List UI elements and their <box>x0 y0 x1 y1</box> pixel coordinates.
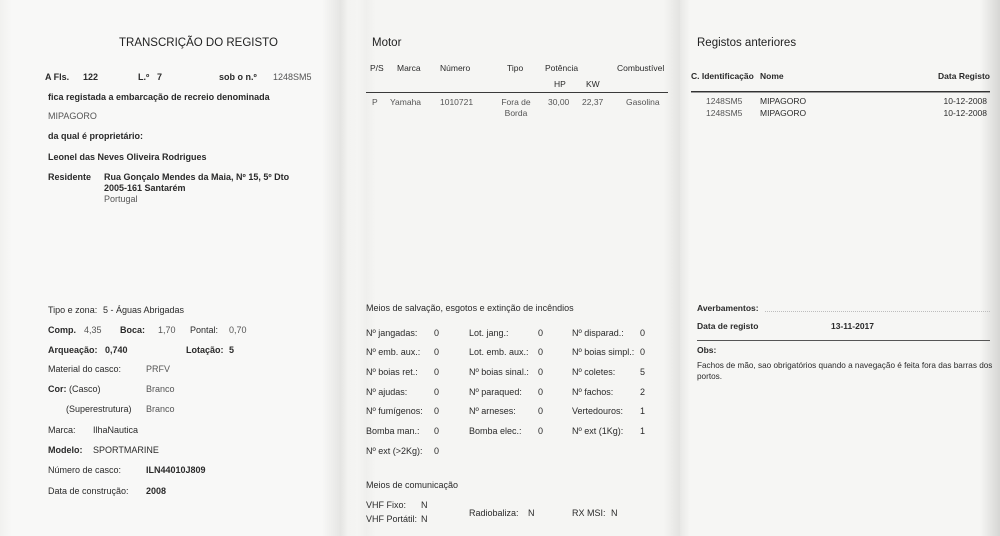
meio-label: Nº arneses: <box>469 406 516 416</box>
motor-header-tipo: Tipo <box>507 63 524 73</box>
motor-title: Motor <box>372 37 402 49</box>
vhf-portatil-value: N <box>421 514 428 524</box>
livro-value: 7 <box>157 72 163 82</box>
motor-tipo: Fora de Borda <box>501 97 531 118</box>
meio-value: 0 <box>538 406 544 416</box>
meio-label: Nº disparad.: <box>572 328 624 338</box>
header-nome: Nome <box>760 71 784 81</box>
meio-label: Lot. jang.: <box>469 328 509 338</box>
meio-value: 0 <box>434 347 440 357</box>
address-line: 2005-161 Santarém <box>104 183 186 193</box>
fls-label: A Fls. <box>45 72 70 82</box>
meio-label: Nº emb. aux.: <box>366 347 421 357</box>
left-panel <box>0 0 340 536</box>
data-registo-value: 13-11-2017 <box>831 321 875 331</box>
meio-value: 1 <box>640 426 646 436</box>
boca-value: 1,70 <box>158 325 176 335</box>
meio-label: Nº boias sinal.: <box>469 367 529 377</box>
data-registo-rule <box>697 340 990 341</box>
meio-label: Lot. emb. aux.: <box>469 347 529 357</box>
averbamentos-label: Averbamentos: <box>697 303 759 313</box>
meio-label: Nº ext (1Kg): <box>572 426 624 436</box>
owner-name: Leonel das Neves Oliveira Rodrigues <box>48 152 207 162</box>
intro-text: fica registada a embarcação de recreio denominada <box>48 92 270 102</box>
meio-label: Vertedouros: <box>572 406 624 416</box>
meio-label: Nº fumígenos: <box>366 406 423 416</box>
motor-header-rule <box>366 92 668 93</box>
meio-label: Nº fachos: <box>572 387 614 397</box>
meio-label: Nº boias simpl.: <box>572 347 635 357</box>
address-line: Rua Gonçalo Mendes da Maia, Nº 15, 5º Dto <box>104 172 290 182</box>
modelo-label: Modelo: <box>48 445 83 455</box>
tipo-zona-value: 5 - Águas Abrigadas <box>103 305 185 315</box>
data-registo-label: Data de registo <box>697 321 759 331</box>
meio-label: Nº ajudas: <box>366 387 408 397</box>
cor-superestrutura-value: Branco <box>146 404 175 414</box>
motor-marca: Yamaha <box>390 97 422 107</box>
motor-combustivel: Gasolina <box>626 97 660 107</box>
marca-value: IlhaNautica <box>93 425 139 435</box>
vhf-fixo-label: VHF Fixo: <box>366 500 407 510</box>
marca-label: Marca: <box>48 425 76 435</box>
numero-casco-value: ILN44010J809 <box>146 465 206 475</box>
material-label: Material do casco: <box>48 364 122 374</box>
lotacao-value: 5 <box>229 345 235 355</box>
registo-identificacao: 1248SM5 <box>706 96 743 106</box>
vhf-portatil-label: VHF Portátil: <box>366 514 418 524</box>
middle-panel <box>340 0 680 536</box>
tipo-zona-label: Tipo e zona: <box>48 305 98 315</box>
meio-value: 0 <box>434 446 440 456</box>
averbamentos-rule <box>765 311 990 312</box>
meio-value: 0 <box>538 426 544 436</box>
owner-intro: da qual é proprietário: <box>48 131 144 141</box>
modelo-value: SPORTMARINE <box>93 445 159 455</box>
registo-data: 10-12-2008 <box>943 96 987 106</box>
right-panel <box>680 0 1000 536</box>
numero-casco-label: Número de casco: <box>48 465 122 475</box>
meio-label: Nº jangadas: <box>366 328 418 338</box>
registo-nome: MIPAGORO <box>760 96 807 106</box>
motor-header-numero: Número <box>440 63 471 73</box>
radiobaliza-value: N <box>528 508 535 518</box>
comp-label: Comp. <box>48 325 76 335</box>
lotacao-label: Lotação: <box>186 345 224 355</box>
radiobaliza-label: Radiobaliza: <box>469 508 519 518</box>
registo-number-label: sob o n.º <box>219 72 257 82</box>
meio-label: Nº boias ret.: <box>366 367 418 377</box>
registo-number: 1248SM5 <box>273 72 312 82</box>
motor-header-combustivel: Combustível <box>617 63 665 73</box>
motor-header-potencia: Potência <box>545 63 579 73</box>
meio-value: 0 <box>434 387 440 397</box>
cor-superestrutura-label: (Superestrutura) <box>66 404 132 414</box>
meio-value: 0 <box>434 426 440 436</box>
page-title: TRANSCRIÇÃO DO REGISTO <box>119 37 278 49</box>
registo-data: 10-12-2008 <box>943 108 987 118</box>
meio-value: 0 <box>538 347 544 357</box>
meio-value: 1 <box>640 406 646 416</box>
meios-salvacao-title: Meios de salvação, esgotos e extinção de incêndios <box>366 303 574 313</box>
meio-label: Bomba man.: <box>366 426 420 436</box>
meio-label: Bomba elec.: <box>469 426 522 436</box>
header-data-registo: Data Registo <box>938 71 990 81</box>
pontal-label: Pontal: <box>190 325 219 335</box>
data-construcao-value: 2008 <box>146 486 167 496</box>
meio-value: 0 <box>538 367 544 377</box>
meio-value: 0 <box>434 367 440 377</box>
pontal-value: 0,70 <box>229 325 247 335</box>
cor-casco-label: (Casco) <box>69 384 101 394</box>
registo-nome: MIPAGORO <box>760 108 807 118</box>
motor-kw: 22,37 <box>582 97 604 107</box>
motor-hp: 30,00 <box>548 97 570 107</box>
meio-label: Nº ext (>2Kg): <box>366 446 423 456</box>
motor-header-marca: Marca <box>397 63 421 73</box>
material-value: PRFV <box>146 364 171 374</box>
address-line: Portugal <box>104 194 138 204</box>
boca-label: Boca: <box>120 325 146 335</box>
motor-header-ps: P/S <box>370 63 384 73</box>
motor-numero: 1010721 <box>440 97 474 107</box>
registos-anteriores-title: Registos anteriores <box>697 37 797 49</box>
meio-value: 0 <box>538 328 544 338</box>
rx-msi-label: RX MSI: <box>572 508 606 518</box>
meio-value: 0 <box>640 347 646 357</box>
meio-label: Nº paraqued: <box>469 387 522 397</box>
vhf-fixo-value: N <box>421 500 428 510</box>
registo-identificacao: 1248SM5 <box>706 108 743 118</box>
meio-value: 0 <box>538 387 544 397</box>
meio-value: 2 <box>640 387 646 397</box>
meio-label: Nº coletes: <box>572 367 616 377</box>
meio-value: 0 <box>434 406 440 416</box>
obs-label: Obs: <box>697 345 717 355</box>
meio-value: 5 <box>640 367 646 377</box>
arqueacao-label: Arqueação: <box>48 345 98 355</box>
cor-label: Cor: <box>48 384 67 394</box>
residence-label: Residente <box>48 172 92 182</box>
meio-value: 0 <box>434 328 440 338</box>
motor-ps: P <box>372 97 378 107</box>
registos-header-rule <box>691 91 990 93</box>
arqueacao-value: 0,740 <box>105 345 128 355</box>
motor-header-hp: HP <box>554 79 566 89</box>
header-identificacao: C. Identificação <box>691 71 754 81</box>
boat-name: MIPAGORO <box>48 111 97 121</box>
rx-msi-value: N <box>611 508 618 518</box>
cor-casco-value: Branco <box>146 384 175 394</box>
data-construcao-label: Data de construção: <box>48 486 129 496</box>
obs-text: Fachos de mão, sao obrigatórios quando a navegação é feita fora das barras dos portos. <box>697 361 993 381</box>
meio-value: 0 <box>640 328 646 338</box>
motor-header-kw: KW <box>586 79 600 89</box>
meios-comunicacao-title: Meios de comunicação <box>366 480 459 490</box>
fls-value: 122 <box>83 72 99 82</box>
livro-label: L.º <box>138 72 150 82</box>
comp-value: 4,35 <box>84 325 102 335</box>
